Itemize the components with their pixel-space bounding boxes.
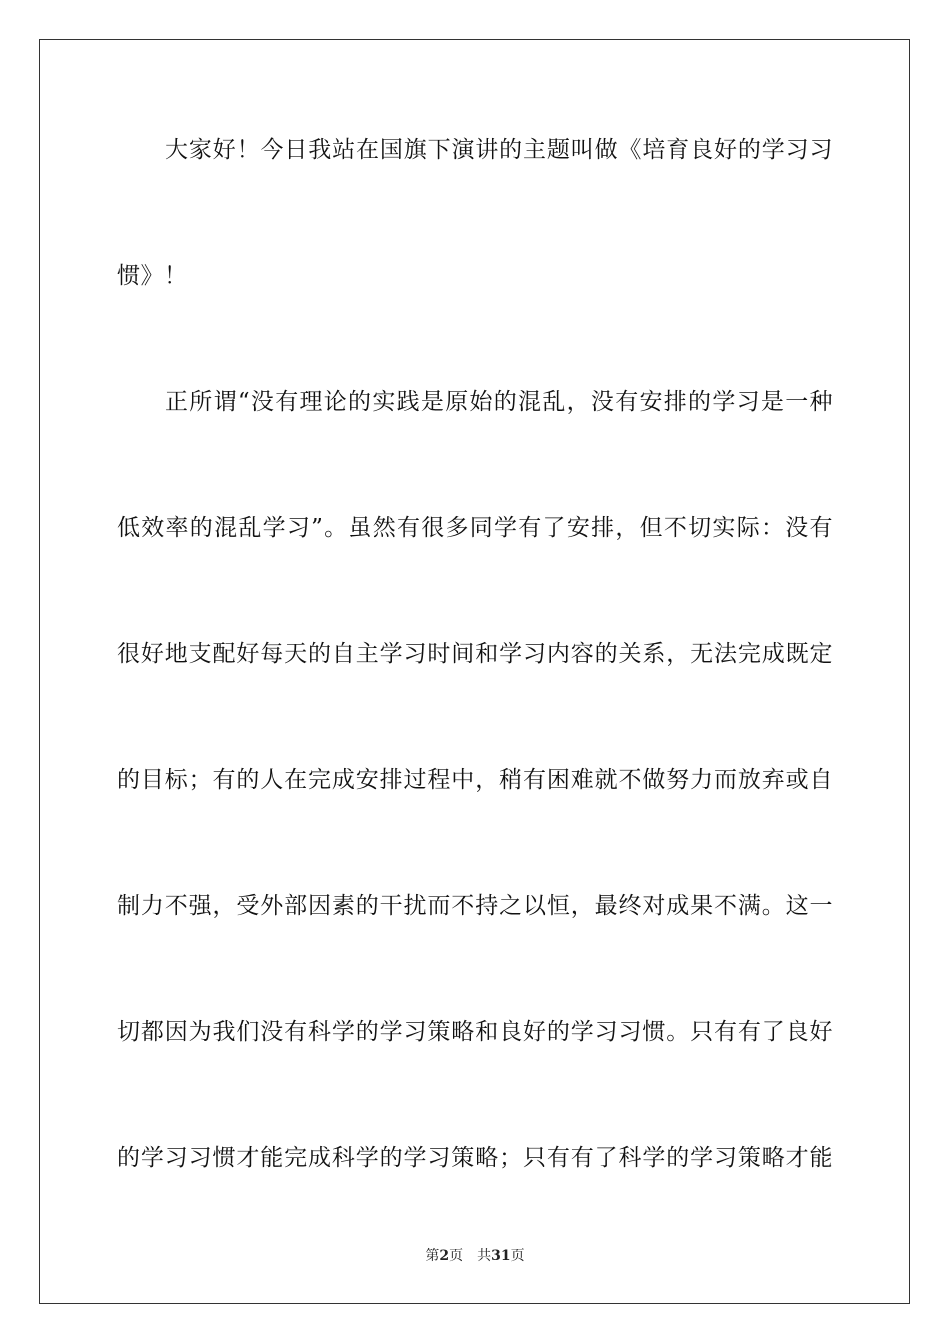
total-page-count: 31: [491, 1248, 511, 1264]
page-footer: [0, 1247, 950, 1265]
text-line: 制力不强，受外部因素的干扰而不持之以恒，最终对成果不满。这一: [117, 893, 833, 919]
text-line: 大家好！今日我站在国旗下演讲的主题叫做《培育良好的学习习: [165, 137, 833, 163]
page-label-suffix: 页: [449, 1248, 464, 1264]
current-page-number: 2: [439, 1248, 450, 1264]
text-line: 正所谓“没有理论的实践是原始的混乱，没有安排的学习是一种: [165, 389, 833, 415]
text-line: 切都因为我们没有科学的学习策略和良好的学习习惯。只有有了良好: [117, 1019, 833, 1045]
text-line: 低效率的混乱学习”。虽然有很多同学有了安排，但不切实际：没有: [117, 515, 833, 541]
total-label-suffix: 页: [510, 1248, 525, 1264]
text-line: 的目标；有的人在完成安排过程中，稍有困难就不做努力而放弃或自: [117, 767, 833, 793]
text-line: 惯》！: [117, 263, 188, 289]
page-label-prefix: 第: [425, 1248, 440, 1264]
text-line: 的学习习惯才能完成科学的学习策略；只有有了科学的学习策略才能: [117, 1145, 833, 1171]
page-border: [39, 39, 910, 1304]
total-label-prefix: 共: [477, 1248, 492, 1264]
text-line: 很好地支配好每天的自主学习时间和学习内容的关系，无法完成既定: [117, 641, 833, 667]
